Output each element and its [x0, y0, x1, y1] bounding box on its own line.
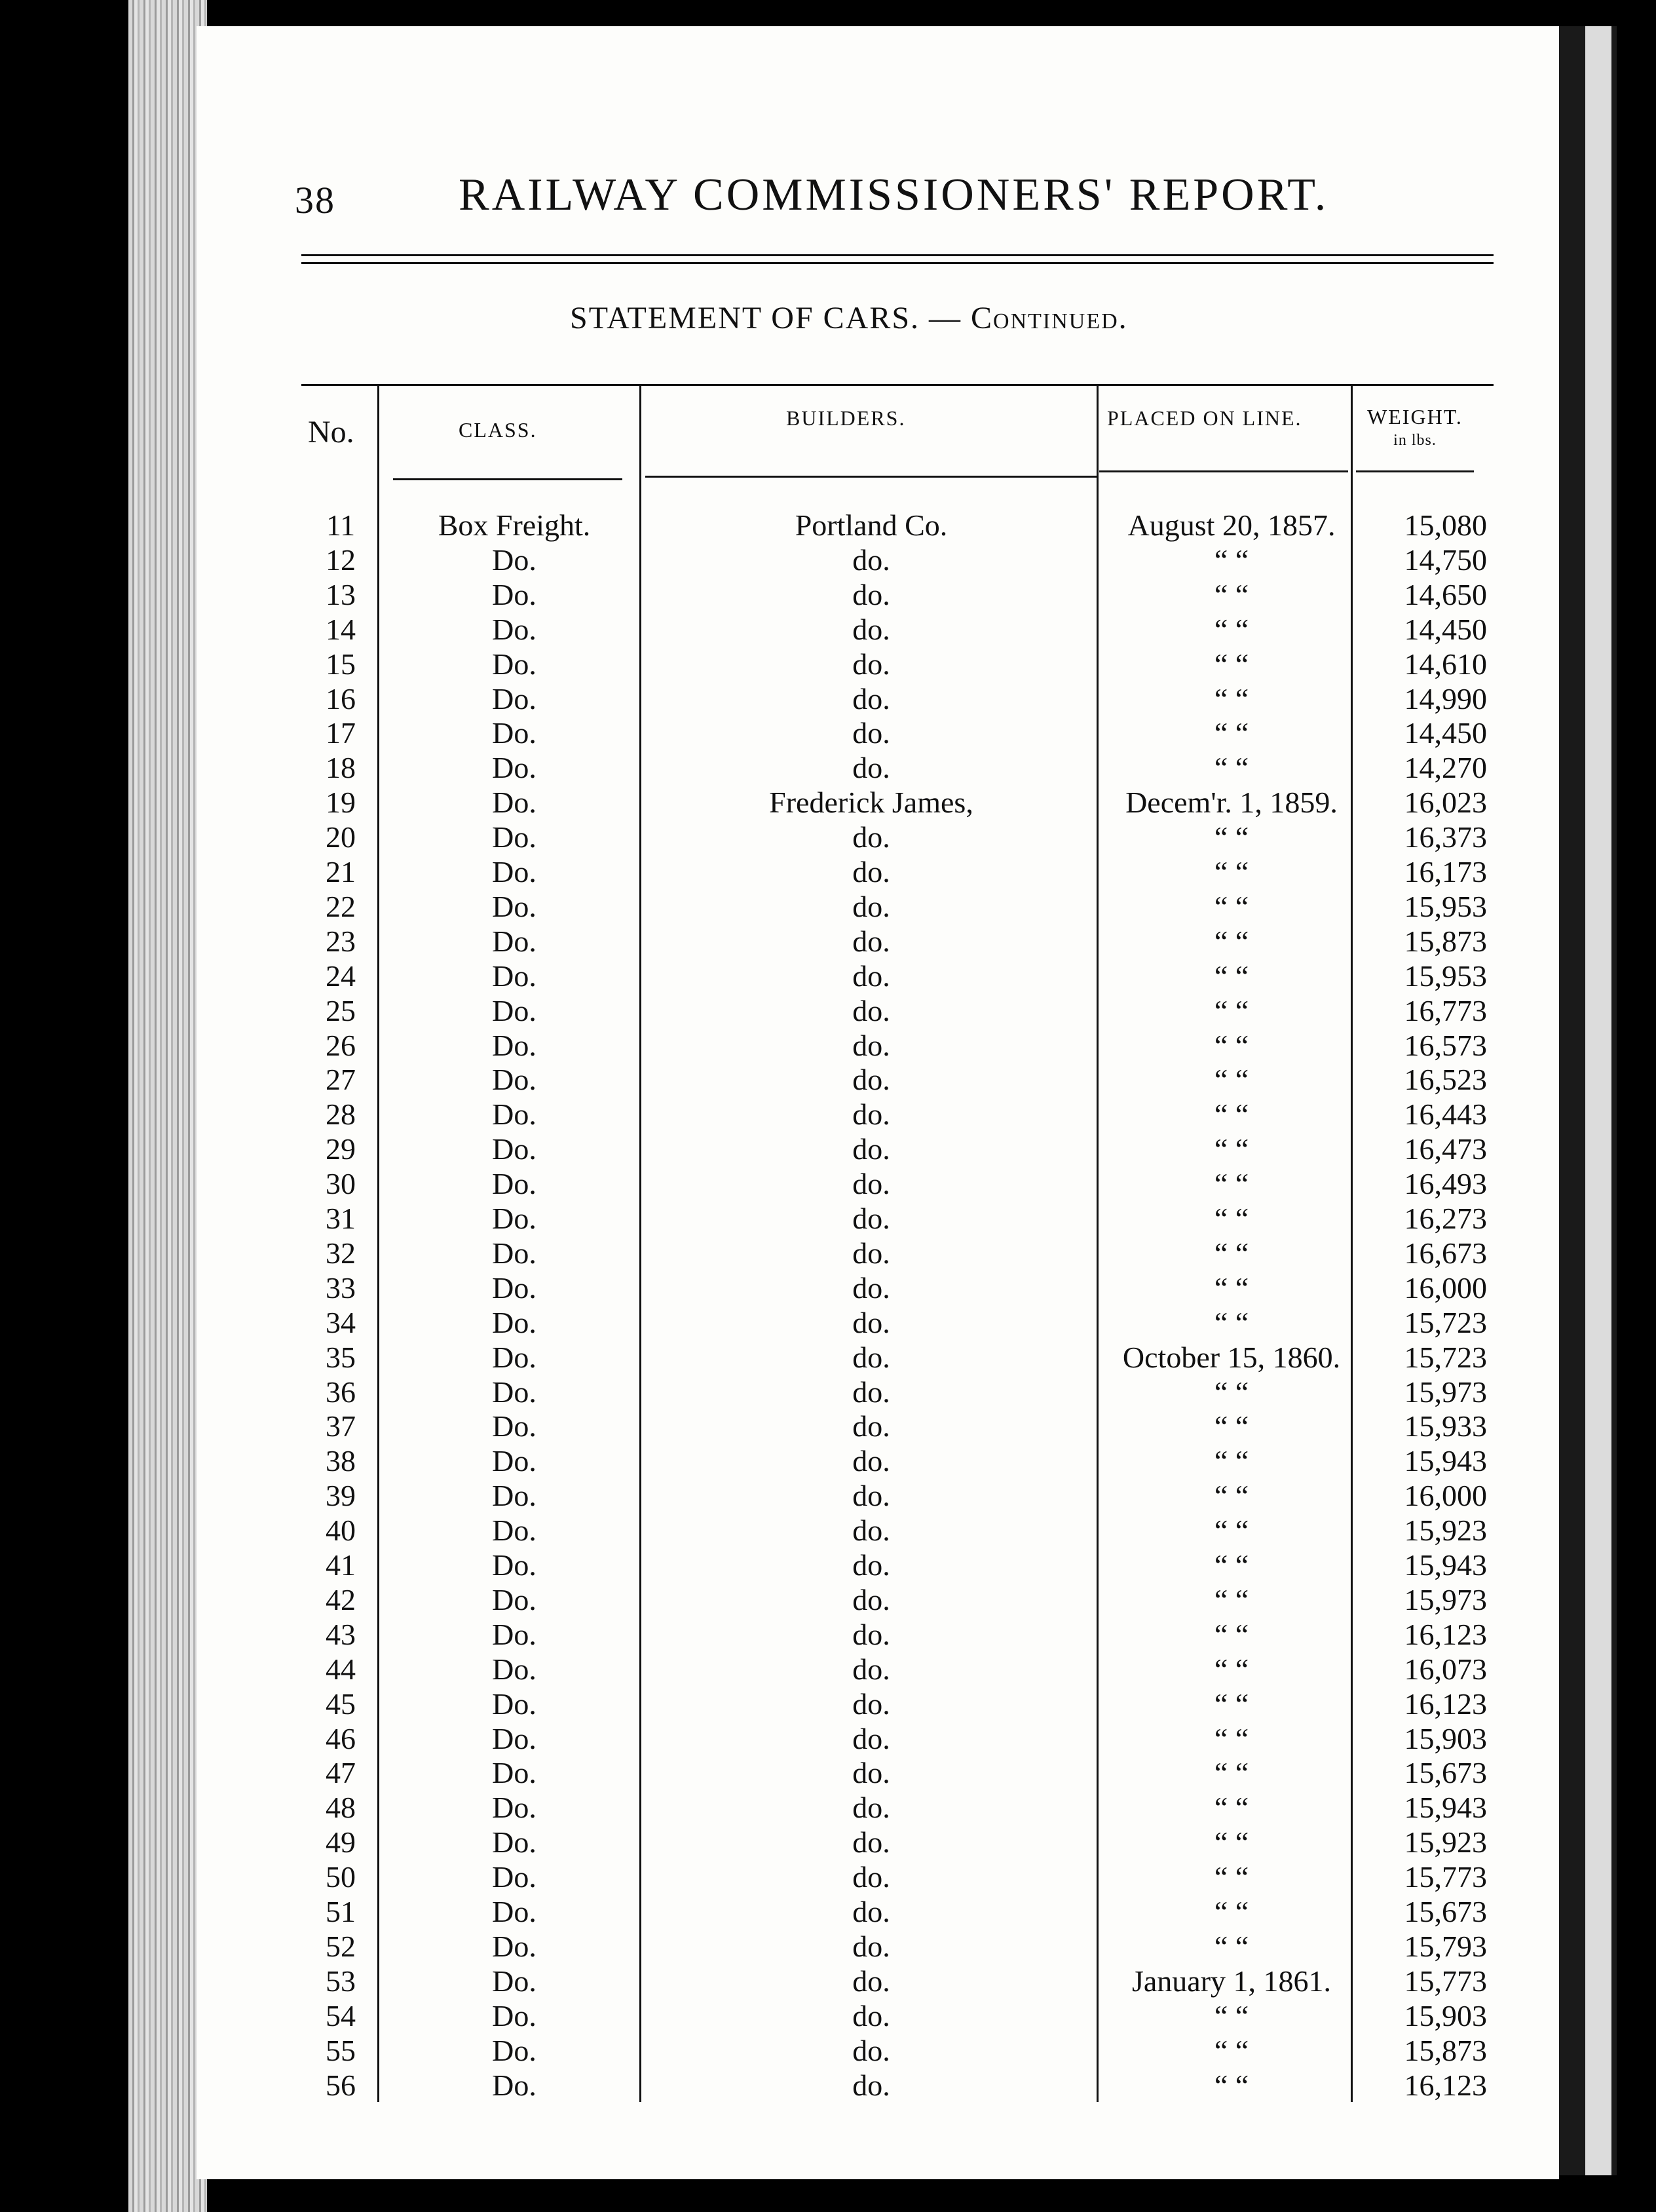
row-weight: 15,903 [1404, 1998, 1487, 2032]
row-class: Do. [492, 1617, 536, 1651]
table-row [0, 1998, 1656, 2033]
row-weight: 14,750 [1404, 543, 1487, 577]
row-class: Do. [492, 716, 536, 750]
row-number: 31 [326, 1202, 356, 1235]
row-number: 11 [326, 508, 356, 542]
row-number: 20 [326, 820, 356, 854]
row-placed-on-line: “ “ [1214, 1998, 1249, 2032]
table-row [0, 612, 1656, 647]
row-number: 39 [326, 1479, 356, 1513]
row-number: 12 [326, 543, 356, 577]
table-row [0, 1548, 1656, 1582]
row-builders: do. [852, 993, 890, 1027]
table-row [0, 681, 1656, 716]
row-weight: 14,270 [1404, 751, 1487, 785]
table-row [0, 1236, 1656, 1270]
row-placed-on-line: “ “ [1214, 1791, 1249, 1825]
table-row [0, 889, 1656, 924]
row-weight: 15,773 [1404, 1964, 1487, 1998]
row-weight: 15,773 [1404, 1860, 1487, 1894]
row-builders: do. [852, 1548, 890, 1582]
row-weight: 15,943 [1404, 1444, 1487, 1478]
row-builders: do. [852, 1270, 890, 1305]
row-weight: 16,523 [1404, 1063, 1487, 1097]
row-builders: do. [852, 1791, 890, 1825]
row-number: 43 [326, 1617, 356, 1651]
row-builders: do. [852, 1964, 890, 1998]
row-placed-on-line: “ “ [1214, 1270, 1249, 1305]
header-no: No. [308, 415, 354, 449]
row-builders: do. [852, 1514, 890, 1548]
row-builders: do. [852, 1860, 890, 1894]
row-placed-on-line: “ “ [1214, 959, 1249, 993]
row-placed-on-line: “ “ [1214, 2068, 1249, 2102]
row-class: Do. [492, 1132, 536, 1166]
row-placed-on-line: “ “ [1214, 647, 1249, 681]
table-row [0, 959, 1656, 993]
row-weight: 15,943 [1404, 1791, 1487, 1825]
row-weight: 16,123 [1404, 1687, 1487, 1721]
row-placed-on-line: “ “ [1214, 612, 1249, 646]
row-placed-on-line: “ “ [1214, 1028, 1249, 1062]
row-class: Do. [492, 1444, 536, 1478]
row-class: Do. [492, 681, 536, 715]
row-number: 34 [326, 1305, 356, 1339]
row-placed-on-line: “ “ [1214, 577, 1249, 611]
header-class: CLASS. [459, 418, 537, 442]
row-class: Do. [492, 1236, 536, 1270]
row-placed-on-line: “ “ [1214, 1479, 1249, 1513]
row-builders: do. [852, 889, 890, 923]
table-row [0, 1478, 1656, 1513]
row-number: 37 [326, 1409, 356, 1443]
row-number: 30 [326, 1167, 356, 1201]
row-builders: do. [852, 543, 890, 577]
row-placed-on-line: Decem'r. 1, 1859. [1125, 786, 1338, 820]
row-weight: 16,073 [1404, 1652, 1487, 1686]
row-class: Do. [492, 577, 536, 611]
row-number: 19 [326, 786, 356, 820]
row-number: 22 [326, 889, 356, 923]
table-row [0, 1409, 1656, 1443]
row-builders: do. [852, 1479, 890, 1513]
row-weight: 16,173 [1404, 855, 1487, 888]
row-placed-on-line: “ “ [1214, 1236, 1249, 1270]
table-row [0, 1825, 1656, 1859]
row-builders: do. [852, 959, 890, 993]
row-builders: do. [852, 1617, 890, 1651]
table-row [0, 820, 1656, 854]
head-rule-2 [301, 262, 1494, 264]
row-weight: 15,723 [1404, 1305, 1487, 1339]
table-title-continued: Continued. [971, 301, 1128, 335]
table-row [0, 993, 1656, 1028]
row-builders: do. [852, 2033, 890, 2067]
row-class: Do. [492, 889, 536, 923]
row-placed-on-line: “ “ [1214, 1582, 1249, 1616]
row-placed-on-line: “ “ [1214, 543, 1249, 577]
table-title-main: STATEMENT OF CARS. — [570, 301, 962, 335]
row-class: Do. [492, 1479, 536, 1513]
row-builders: do. [852, 1721, 890, 1755]
row-number: 55 [326, 2033, 356, 2067]
row-builders: do. [852, 716, 890, 750]
table-row [0, 1582, 1656, 1617]
row-placed-on-line: “ “ [1214, 1444, 1249, 1478]
row-builders: do. [852, 1132, 890, 1166]
row-number: 46 [326, 1721, 356, 1755]
row-weight: 15,793 [1404, 1929, 1487, 1963]
row-weight: 16,273 [1404, 1202, 1487, 1235]
row-placed-on-line: “ “ [1214, 820, 1249, 854]
row-placed-on-line: “ “ [1214, 1167, 1249, 1201]
row-number: 44 [326, 1652, 356, 1686]
row-number: 41 [326, 1548, 356, 1582]
header-placed-on-line: PLACED ON LINE. [1107, 406, 1302, 430]
row-number: 17 [326, 716, 356, 750]
row-class: Do. [492, 993, 536, 1027]
table-row [0, 1132, 1656, 1166]
row-weight: 15,953 [1404, 959, 1487, 993]
row-builders: do. [852, 647, 890, 681]
row-builders: do. [852, 751, 890, 785]
row-placed-on-line: “ “ [1214, 1687, 1249, 1721]
row-weight: 15,953 [1404, 889, 1487, 923]
table-row [0, 577, 1656, 612]
row-class: Do. [492, 1514, 536, 1548]
row-class: Do. [492, 924, 536, 958]
row-builders: do. [852, 1028, 890, 1062]
row-class: Do. [492, 1998, 536, 2032]
row-weight: 16,000 [1404, 1479, 1487, 1513]
row-placed-on-line: “ “ [1214, 1132, 1249, 1166]
row-builders: Portland Co. [795, 508, 948, 542]
row-builders: do. [852, 820, 890, 854]
table-row [0, 1929, 1656, 1964]
row-class: Do. [492, 855, 536, 888]
row-class: Do. [492, 1270, 536, 1305]
row-placed-on-line: “ “ [1214, 1548, 1249, 1582]
row-class: Do. [492, 1548, 536, 1582]
table-row [0, 1894, 1656, 1929]
row-builders: do. [852, 1305, 890, 1339]
table-row [0, 1028, 1656, 1063]
row-weight: 15,973 [1404, 1582, 1487, 1616]
row-number: 40 [326, 1514, 356, 1548]
row-builders: do. [852, 1063, 890, 1097]
row-builders: do. [852, 681, 890, 715]
row-class: Do. [492, 1687, 536, 1721]
table-row [0, 1270, 1656, 1305]
row-number: 16 [326, 681, 356, 715]
row-builders: do. [852, 1444, 890, 1478]
table-row [0, 1375, 1656, 1409]
table-row [0, 1755, 1656, 1790]
row-weight: 16,123 [1404, 2068, 1487, 2102]
table-row [0, 750, 1656, 785]
row-class: Do. [492, 1582, 536, 1616]
row-number: 23 [326, 924, 356, 958]
row-number: 14 [326, 612, 356, 646]
row-placed-on-line: “ “ [1214, 855, 1249, 888]
row-number: 56 [326, 2068, 356, 2102]
row-builders: do. [852, 1340, 890, 1374]
row-builders: do. [852, 1687, 890, 1721]
row-builders: do. [852, 1582, 890, 1616]
row-weight: 15,933 [1404, 1409, 1487, 1443]
table-row [0, 1652, 1656, 1687]
row-number: 45 [326, 1687, 356, 1721]
row-builders: do. [852, 1236, 890, 1270]
row-placed-on-line: “ “ [1214, 2033, 1249, 2067]
table-title [570, 300, 1128, 336]
row-builders: do. [852, 924, 890, 958]
table-row [0, 2033, 1656, 2068]
row-class: Do. [492, 1375, 536, 1409]
row-weight: 15,873 [1404, 924, 1487, 958]
row-number: 29 [326, 1132, 356, 1166]
row-placed-on-line: “ “ [1214, 1063, 1249, 1097]
row-weight: 15,723 [1404, 1340, 1487, 1374]
row-weight: 14,990 [1404, 681, 1487, 715]
table-row [0, 785, 1656, 820]
row-builders: do. [852, 1167, 890, 1201]
row-builders: do. [852, 1998, 890, 2032]
row-weight: 14,450 [1404, 716, 1487, 750]
row-weight: 15,673 [1404, 1895, 1487, 1928]
row-weight: 16,373 [1404, 820, 1487, 854]
row-number: 27 [326, 1063, 356, 1097]
row-builders: do. [852, 2068, 890, 2102]
row-class: Do. [492, 612, 536, 646]
row-weight: 16,443 [1404, 1097, 1487, 1132]
head-rule-1 [301, 254, 1494, 256]
row-builders: do. [852, 1202, 890, 1235]
row-number: 28 [326, 1097, 356, 1132]
row-placed-on-line: “ “ [1214, 716, 1249, 750]
row-class: Do. [492, 647, 536, 681]
header-weight [1356, 405, 1474, 452]
table-row [0, 508, 1656, 543]
table-row [0, 854, 1656, 889]
row-weight: 16,773 [1404, 993, 1487, 1027]
header-underline-builders [645, 476, 1097, 478]
row-placed-on-line: “ “ [1214, 1097, 1249, 1132]
row-builders: do. [852, 577, 890, 611]
table-row [0, 1964, 1656, 1998]
row-weight: 16,000 [1404, 1270, 1487, 1305]
row-number: 21 [326, 855, 356, 888]
row-placed-on-line: “ “ [1214, 1305, 1249, 1339]
row-weight: 14,450 [1404, 612, 1487, 646]
table-row [0, 1166, 1656, 1201]
header-underline-placed [1099, 470, 1348, 472]
row-number: 32 [326, 1236, 356, 1270]
row-builders: do. [852, 1652, 890, 1686]
table-row [0, 1721, 1656, 1756]
row-placed-on-line: “ “ [1214, 1652, 1249, 1686]
row-number: 52 [326, 1929, 356, 1963]
row-weight: 15,673 [1404, 1756, 1487, 1790]
row-number: 50 [326, 1860, 356, 1894]
row-class: Do. [492, 1167, 536, 1201]
row-number: 47 [326, 1756, 356, 1790]
row-placed-on-line: “ “ [1214, 1617, 1249, 1651]
header-weight-unit: in lbs. [1393, 432, 1437, 449]
row-number: 38 [326, 1444, 356, 1478]
row-placed-on-line: January 1, 1861. [1131, 1964, 1332, 1998]
row-class: Do. [492, 1063, 536, 1097]
row-number: 49 [326, 1825, 356, 1859]
row-number: 36 [326, 1375, 356, 1409]
row-class: Do. [492, 959, 536, 993]
row-weight: 15,873 [1404, 2033, 1487, 2067]
table-row [0, 1790, 1656, 1825]
row-number: 24 [326, 959, 356, 993]
row-number: 18 [326, 751, 356, 785]
row-class: Box Freight. [438, 508, 591, 542]
row-class: Do. [492, 543, 536, 577]
row-placed-on-line: “ “ [1214, 1409, 1249, 1443]
row-weight: 16,493 [1404, 1167, 1487, 1201]
row-number: 13 [326, 577, 356, 611]
row-builders: do. [852, 1097, 890, 1132]
row-class: Do. [492, 1409, 536, 1443]
row-weight: 15,943 [1404, 1548, 1487, 1582]
page-number: 38 [295, 179, 335, 221]
row-class: Do. [492, 1825, 536, 1859]
row-weight: 16,023 [1404, 786, 1487, 820]
row-number: 48 [326, 1791, 356, 1825]
row-weight: 15,903 [1404, 1721, 1487, 1755]
row-class: Do. [492, 1964, 536, 1998]
row-placed-on-line: “ “ [1214, 1860, 1249, 1894]
header-weight-label: WEIGHT. [1367, 405, 1463, 429]
row-class: Do. [492, 1305, 536, 1339]
table-row [0, 1062, 1656, 1097]
row-placed-on-line: “ “ [1214, 1375, 1249, 1409]
row-class: Do. [492, 820, 536, 854]
table-row [0, 715, 1656, 750]
table-row [0, 2068, 1656, 2103]
row-class: Do. [492, 1929, 536, 1963]
row-placed-on-line: “ “ [1214, 1825, 1249, 1859]
row-builders: do. [852, 1895, 890, 1928]
table-row [0, 1443, 1656, 1478]
row-number: 25 [326, 993, 356, 1027]
row-weight: 15,923 [1404, 1514, 1487, 1548]
row-number: 54 [326, 1998, 356, 2032]
running-head: RAILWAY COMMISSIONERS' REPORT. [459, 170, 1329, 220]
row-number: 51 [326, 1895, 356, 1928]
row-class: Do. [492, 1860, 536, 1894]
table-row [0, 1617, 1656, 1652]
row-placed-on-line: “ “ [1214, 751, 1249, 785]
row-builders: do. [852, 855, 890, 888]
header-builders: BUILDERS. [786, 406, 906, 430]
row-class: Do. [492, 1028, 536, 1062]
table-row [0, 647, 1656, 681]
row-class: Do. [492, 1756, 536, 1790]
row-class: Do. [492, 1895, 536, 1928]
row-weight: 14,650 [1404, 577, 1487, 611]
row-placed-on-line: “ “ [1214, 1756, 1249, 1790]
row-placed-on-line: October 15, 1860. [1122, 1340, 1341, 1374]
row-builders: do. [852, 1756, 890, 1790]
row-class: Do. [492, 1791, 536, 1825]
row-class: Do. [492, 2068, 536, 2102]
row-builders: do. [852, 1929, 890, 1963]
table-row [0, 1097, 1656, 1132]
header-underline-class [393, 478, 622, 480]
row-placed-on-line: “ “ [1214, 1929, 1249, 1963]
row-weight: 16,123 [1404, 1617, 1487, 1651]
row-class: Do. [492, 1721, 536, 1755]
row-builders: do. [852, 1825, 890, 1859]
row-builders: do. [852, 612, 890, 646]
row-weight: 15,973 [1404, 1375, 1487, 1409]
row-placed-on-line: “ “ [1214, 681, 1249, 715]
table-row [0, 1687, 1656, 1721]
row-placed-on-line: “ “ [1214, 1721, 1249, 1755]
row-placed-on-line: “ “ [1214, 924, 1249, 958]
row-builders: do. [852, 1375, 890, 1409]
row-class: Do. [492, 2033, 536, 2067]
row-builders: Frederick James, [769, 786, 973, 820]
row-placed-on-line: August 20, 1857. [1127, 508, 1336, 542]
row-weight: 16,673 [1404, 1236, 1487, 1270]
row-weight: 14,610 [1404, 647, 1487, 681]
row-placed-on-line: “ “ [1214, 889, 1249, 923]
row-class: Do. [492, 1097, 536, 1132]
row-number: 26 [326, 1028, 356, 1062]
row-number: 33 [326, 1270, 356, 1305]
row-weight: 15,923 [1404, 1825, 1487, 1859]
row-class: Do. [492, 751, 536, 785]
table-row [0, 1201, 1656, 1236]
row-class: Do. [492, 1340, 536, 1374]
row-number: 53 [326, 1964, 356, 1998]
row-number: 35 [326, 1340, 356, 1374]
row-placed-on-line: “ “ [1214, 993, 1249, 1027]
row-builders: do. [852, 1409, 890, 1443]
row-weight: 15,080 [1404, 508, 1487, 542]
row-number: 42 [326, 1582, 356, 1616]
row-weight: 16,473 [1404, 1132, 1487, 1166]
table-top-rule [301, 384, 1494, 386]
row-placed-on-line: “ “ [1214, 1895, 1249, 1928]
table-row [0, 543, 1656, 577]
table-row [0, 1305, 1656, 1340]
row-number: 15 [326, 647, 356, 681]
table-row [0, 1513, 1656, 1548]
row-placed-on-line: “ “ [1214, 1202, 1249, 1235]
row-class: Do. [492, 786, 536, 820]
table-row [0, 1859, 1656, 1894]
row-class: Do. [492, 1652, 536, 1686]
table-row [0, 924, 1656, 959]
header-underline-weight [1356, 470, 1474, 472]
row-weight: 16,573 [1404, 1028, 1487, 1062]
row-placed-on-line: “ “ [1214, 1514, 1249, 1548]
table-row [0, 1340, 1656, 1375]
row-class: Do. [492, 1202, 536, 1235]
